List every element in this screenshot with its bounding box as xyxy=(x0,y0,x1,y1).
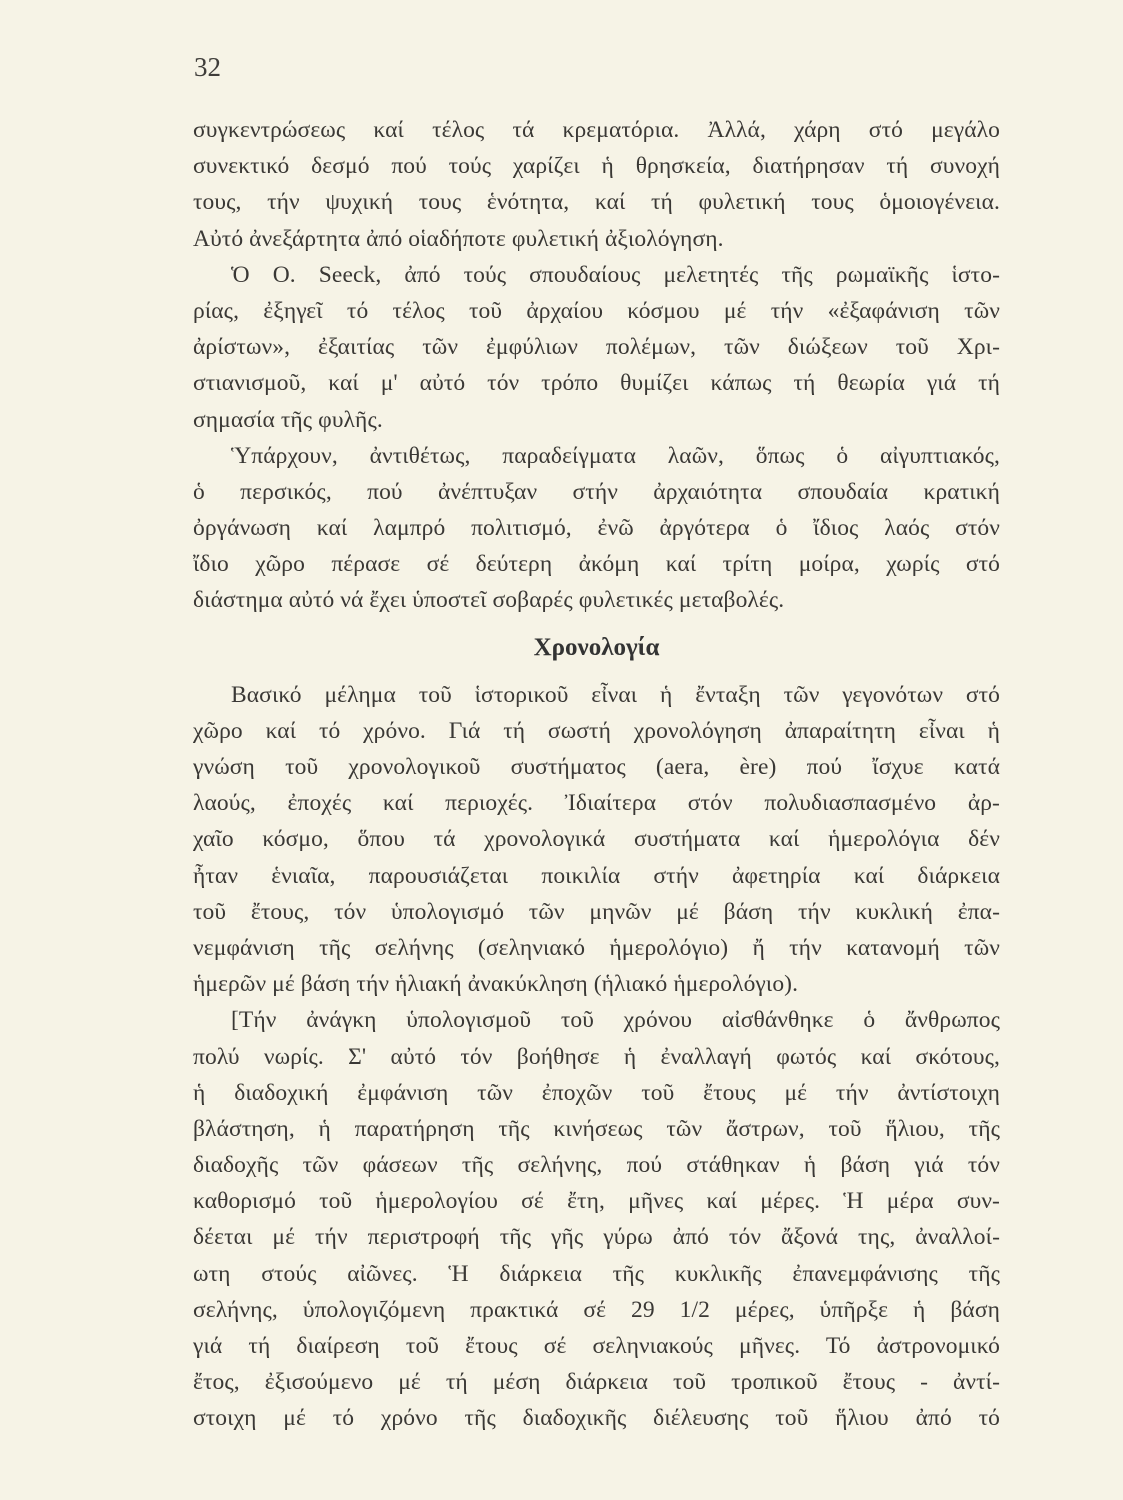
text-line: Ὁ Ο. Seeck, ἀπό τούς σπουδαίους μελετητές τῆς ρωμαϊκῆς ἱστο- xyxy=(231,261,1000,288)
page-number: 32 xyxy=(194,52,221,82)
text-line: σελήνης, ὑπολογιζόμενη πρακτικά σέ 29 1/2 μέρες, ὑπῆρξε ἡ βάση xyxy=(193,1296,1000,1323)
text-line: χαῖο κόσμο, ὅπου τά χρονολογικά συστήματα καί ἡμερολόγια δέν xyxy=(193,826,1000,853)
text-line: βλάστηση, ἡ παρατήρηση τῆς κινήσεως τῶν ἄστρων, τοῦ ἥλιου, τῆς xyxy=(193,1115,1000,1142)
text-line: Ὑπάρχουν, ἀντιθέτως, παραδείγματα λαῶν, ὅπως ὁ αἰγυπτιακός, xyxy=(231,442,1000,469)
text-line: ἦταν ἑνιαῖα, παρουσιάζεται ποικιλία στήν ἀφετηρία καί διάρκεια xyxy=(193,862,1000,889)
text-line: διαδοχῆς τῶν φάσεων τῆς σελήνης, πού στάθηκαν ἡ βάση γιά τόν xyxy=(193,1152,1000,1179)
text-line: χῶρο καί τό χρόνο. Γιά τή σωστή χρονολόγηση ἀπαραίτητη εἶναι ἡ xyxy=(193,717,1000,744)
text-line: στοιχη μέ τό χρόνο τῆς διαδοχικῆς διέλευσης τοῦ ἥλιου ἀπό τό xyxy=(193,1405,1000,1432)
paragraph xyxy=(193,677,1000,1003)
text-line: σημασία τῆς φυλῆς. xyxy=(193,406,383,433)
text-line: τους, τήν ψυχική τους ἑνότητα, καί τή φυλετική τους ὁμοιογένεια. xyxy=(193,189,1000,216)
paragraph xyxy=(193,112,1000,257)
text-line: συνεκτικό δεσμό πού τούς χαρίζει ἡ θρησκεία, διατήρησαν τή συνοχή xyxy=(193,153,1000,180)
text-line: ἔτος, ἐξισούμενο μέ τή μέση διάρκεια τοῦ τροπικοῦ ἔτους - ἀντί- xyxy=(193,1369,1000,1396)
text-line: ἡ διαδοχική ἐμφάνιση τῶν ἐποχῶν τοῦ ἔτους μέ τήν ἀντίστοιχη xyxy=(193,1079,1000,1106)
section-heading: Χρονολογία xyxy=(533,633,660,661)
text-line: στιανισμοῦ, καί μ' αὐτό τόν τρόπο θυμίζει κάπως τή θεωρία γιά τή xyxy=(193,370,1000,397)
text-line: ἡμερῶν μέ βάση τήν ἡλιακή ἀνακύκληση (ἡλιακό ἡμερολόγιο). xyxy=(193,971,799,998)
text-line: λαούς, ἐποχές καί περιοχές. Ἰδιαίτερα στόν πολυδιασπασμένο ἀρ- xyxy=(193,790,1000,817)
paragraph xyxy=(193,257,1000,438)
text-line: [Τήν ἀνάγκη ὑπολογισμοῦ τοῦ χρόνου αἰσθάνθηκε ὁ ἄνθρωπος xyxy=(231,1007,1000,1034)
text-line: συγκεντρώσεως καί τέλος τά κρεματόρια. Ἀλλά, χάρη στό μεγάλο xyxy=(193,117,1000,143)
text-line: δέεται μέ τήν περιστροφή τῆς γῆς γύρω ἀπό τόν ἄξονά της, ἀναλλοί- xyxy=(193,1224,1000,1251)
text-line: τοῦ ἔτους, τόν ὑπολογισμό τῶν μηνῶν μέ βάση τήν κυκλική ἐπα- xyxy=(193,898,1000,925)
text-line: πολύ νωρίς. Σ' αὐτό τόν βοήθησε ἡ ἐναλλαγή φωτός καί σκότους, xyxy=(193,1043,1000,1070)
text-line: ὁ περσικός, πού ἀνέπτυξαν στήν ἀρχαιότητα σπουδαία κρατική xyxy=(193,478,1000,505)
page-text-body xyxy=(193,112,1000,1437)
text-line: ἴδιο χῶρο πέρασε σέ δεύτερη ἀκόμη καί τρίτη μοίρα, χωρίς στό xyxy=(193,551,1000,578)
text-line: ρίας, ἐξηγεῖ τό τέλος τοῦ ἀρχαίου κόσμου μέ τήν «ἐξαφάνιση τῶν xyxy=(193,297,1000,324)
text-line: διάστημα αὐτό νά ἔχει ὑποστεῖ σοβαρές φυλετικές μεταβολές. xyxy=(193,587,785,614)
text-line: γιά τή διαίρεση τοῦ ἔτους σέ σεληνιακούς μῆνες. Τό ἀστρονομικό xyxy=(193,1333,1000,1359)
text-line: Αὐτό ἀνεξάρτητα ἀπό οἱαδήποτε φυλετική ἀξιολόγηση. xyxy=(193,225,724,252)
text-line: γνώση τοῦ χρονολογικοῦ συστήματος (aera, ère) πού ἴσχυε κατά xyxy=(193,754,1000,780)
text-line: ὀργάνωση καί λαμπρό πολιτισμό, ἐνῶ ἀργότερα ὁ ἴδιος λαός στόν xyxy=(193,515,1000,542)
text-line: Βασικό μέλημα τοῦ ἱστορικοῦ εἶναι ἡ ἔνταξη τῶν γεγονότων στό xyxy=(231,681,1000,708)
text-line: ωτη στούς αἰῶνες. Ἡ διάρκεια τῆς κυκλικῆς ἐπανεμφάνισης τῆς xyxy=(193,1260,1000,1287)
paragraph xyxy=(193,438,1000,619)
text-line: καθορισμό τοῦ ἡμερολογίου σέ ἔτη, μῆνες καί μέρες. Ἡ μέρα συν- xyxy=(193,1188,1000,1215)
text-line: νεμφάνιση τῆς σελήνης (σεληνιακό ἡμερολόγιο) ἤ τήν κατανομή τῶν xyxy=(193,934,1000,961)
text-line: ἀρίστων», ἐξαιτίας τῶν ἐμφύλιων πολέμων, τῶν διώξεων τοῦ Χρι- xyxy=(193,334,1000,361)
paragraph xyxy=(193,1002,1000,1436)
